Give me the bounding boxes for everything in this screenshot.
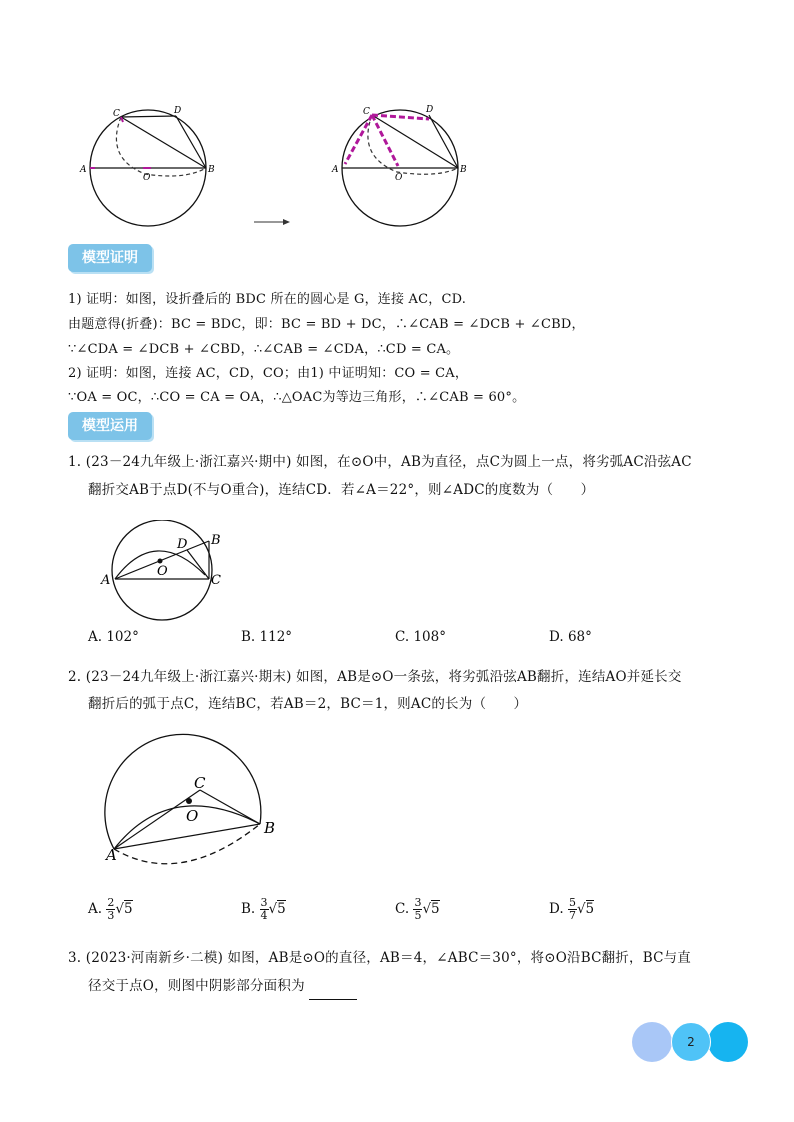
q3-text-line1: 3. (2023·河南新乡·二模) 如图，AB是⊙O的直径，AB＝4，∠ABC＝30°，将⊙O沿BC翻折，BC与直 xyxy=(68,950,692,966)
q1-label-A: A xyxy=(101,573,111,588)
proof-line-5: ∵OA = OC，∴CO = CA = OA，∴△OAC为等边三角形，∴∠CAB = 60°。 xyxy=(68,390,526,405)
q2-option-d[interactable]: D. $\frac{5}{7}$ √5 xyxy=(549,896,595,922)
page-number: 2 xyxy=(671,1022,711,1062)
q1-text-line1: 1. (23－24九年级上·浙江嘉兴·期中) 如图，在⊙O中，AB为直径，点C为圆上一点，将劣弧AC沿弦AC xyxy=(68,454,692,470)
q1-label-D: D xyxy=(177,537,188,552)
q1-option-a[interactable]: A. 102° xyxy=(88,629,139,645)
label-O: O xyxy=(395,173,403,183)
q2-label-C: C xyxy=(194,774,206,792)
fold-arrow xyxy=(252,215,292,229)
q2-label-B: B xyxy=(264,819,276,837)
label-D: D xyxy=(426,105,434,115)
q1-option-c[interactable]: C. 108° xyxy=(395,629,446,645)
q2-text-line2: 翻折后的弧于点C，连结BC，若AB＝2，BC＝1，则AC的长为（ ） xyxy=(88,696,528,712)
q1-label-C: C xyxy=(211,573,221,588)
q2-figure xyxy=(100,718,290,888)
fold-figure-before xyxy=(75,100,225,230)
q3-answer-blank[interactable] xyxy=(309,985,357,1000)
q1-label-B: B xyxy=(211,533,221,548)
label-D: D xyxy=(174,106,182,116)
q1-option-d[interactable]: D. 68° xyxy=(549,629,592,645)
fold-figure-after xyxy=(323,100,473,230)
q2-text-line1: 2. (23－24九年级上·浙江嘉兴·期末) 如图，AB是⊙O一条弦，将劣弧沿弦AB翻折，连结AO并延长交 xyxy=(68,669,682,685)
section-tag-apply: 模型运用 xyxy=(68,412,152,440)
q3-text-line2: 径交于点O，则图中阴影部分面积为 xyxy=(88,972,357,1000)
section-tag-proof: 模型证明 xyxy=(68,244,152,272)
proof-line-4: 2) 证明：如图，连接 AC，CD，CO；由1) 中证明知：CO = CA， xyxy=(68,366,469,381)
q1-option-b[interactable]: B. 112° xyxy=(241,629,293,645)
q2-option-a[interactable]: A. $\frac{2}{3}$ √5 xyxy=(88,896,133,922)
page-circle-left xyxy=(632,1022,672,1062)
label-A: A xyxy=(332,165,339,175)
proof-line-1: 1) 证明：如图，设折叠后的 BDC 所在的圆心是 G，连接 AC，CD. xyxy=(68,292,467,307)
q2-option-b[interactable]: B. $\frac{3}{4}$ √5 xyxy=(241,896,286,922)
q1-figure xyxy=(95,520,235,622)
proof-line-3: ∵∠CDA = ∠DCB + ∠CBD，∴∠CAB = ∠CDA，∴CD = CA。 xyxy=(68,342,460,357)
label-A: A xyxy=(80,165,87,175)
label-C: C xyxy=(363,107,370,117)
q2-label-O: O xyxy=(186,807,199,825)
page-circle-right xyxy=(708,1022,748,1062)
q2-option-c[interactable]: C. $\frac{3}{5}$ √5 xyxy=(395,896,440,922)
label-C: C xyxy=(113,109,120,119)
label-B: B xyxy=(460,165,467,175)
q1-text-line2: 翻折交AB于点D(不与O重合)，连结CD．若∠A＝22°，则∠ADC的度数为（ ） xyxy=(88,482,595,498)
label-B: B xyxy=(208,165,215,175)
q2-label-A: A xyxy=(106,846,117,864)
q1-label-O: O xyxy=(157,564,168,579)
proof-line-2: 由题意得(折叠)：BC = BDC，即：BC = BD + DC，∴∠CAB = ∠DCB + ∠CBD， xyxy=(68,317,585,332)
label-O: O xyxy=(143,173,151,183)
